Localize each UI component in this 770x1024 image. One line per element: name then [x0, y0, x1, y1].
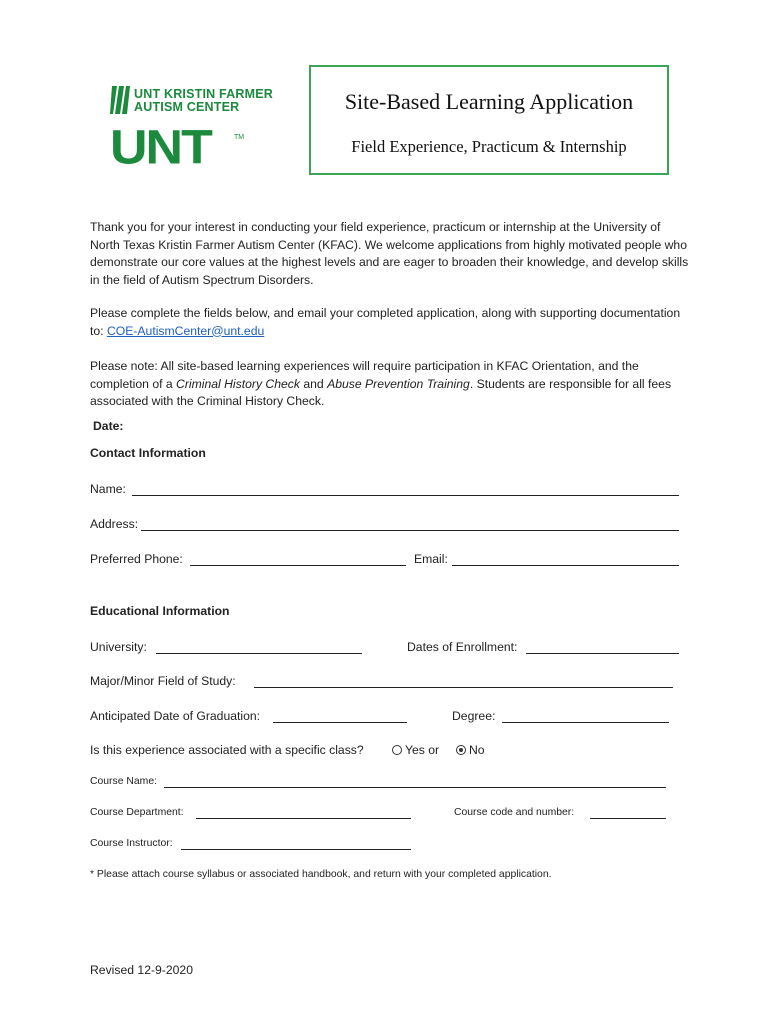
course-name-label: Course Name: [90, 776, 157, 787]
graduation-field[interactable] [273, 722, 407, 723]
class-question: Is this experience associated with a specific class? [90, 743, 364, 757]
phone-label: Preferred Phone: [90, 552, 183, 566]
enrollment-field[interactable] [526, 653, 679, 654]
course-dept-field[interactable] [196, 818, 411, 819]
yes-radio[interactable] [392, 745, 402, 755]
note-text-a: Please note: All site-based learning experiences will require participation in KFAC Orientation, and the completion of a [90, 359, 639, 391]
intro-paragraph-1: Thank you for your interest in conducting your field experience, practicum or internship at the University of North Texas Kristin Farmer Autism Center (KFAC). We welcome applications from highly motivated people who demonstrate our core values at the highest levels and are eager to broaden their knowledge, and develop skills in the field of Autism Spectrum Disorders. [90, 220, 689, 287]
page-title: Site-Based Learning Application [344, 89, 634, 114]
attach-note: * Please attach course syllabus or associated handbook, and return with your completed application. [90, 869, 552, 880]
logo-stripes-icon [110, 86, 130, 114]
no-radio[interactable] [456, 745, 466, 755]
note-abuse-training: Abuse Prevention Training [327, 376, 470, 391]
logo-line-2: AUTISM CENTER [134, 100, 240, 114]
address-label: Address: [90, 517, 139, 531]
graduation-label: Anticipated Date of Graduation: [90, 709, 261, 723]
no-label: No [469, 743, 485, 757]
note-text-c: . Students are responsible for all fees associated with the Criminal History Check. [90, 376, 672, 408]
yes-label: Yes or [405, 743, 440, 757]
email-field[interactable] [452, 565, 679, 566]
course-instructor-label: Course Instructor: [90, 838, 173, 849]
revised-date: Revised 12-9-2020 [90, 963, 193, 977]
logo-wordmark: UNT [110, 121, 211, 175]
intro-paragraph-2 [90, 305, 690, 340]
field-of-study-label: Major/Minor Field of Study: [90, 674, 236, 688]
name-label: Name: [90, 482, 126, 496]
name-field[interactable] [132, 495, 679, 496]
course-name-field[interactable] [164, 787, 666, 788]
intro-paragraph-3 [90, 358, 690, 411]
logo-trademark: TM [234, 134, 245, 141]
degree-label: Degree: [452, 709, 496, 723]
degree-field[interactable] [502, 722, 669, 723]
note-criminal-check: Criminal History Check [176, 376, 300, 391]
note-text-b: and [299, 376, 328, 391]
field-of-study-field[interactable] [254, 687, 673, 688]
course-code-label: Course code and number: [454, 807, 575, 818]
logo-line-1: UNT KRISTIN FARMER [134, 87, 274, 101]
enrollment-label: Dates of Enrollment: [407, 640, 518, 654]
title-box [309, 65, 669, 175]
contact-heading: Contact Information [90, 446, 206, 460]
phone-field[interactable] [190, 565, 406, 566]
page-subtitle: Field Experience, Practicum & Internship [351, 137, 627, 156]
course-instructor-field[interactable] [181, 849, 411, 850]
university-field[interactable] [156, 653, 362, 654]
email-label: Email: [414, 552, 448, 566]
education-heading: Educational Information [90, 604, 230, 618]
kfac-logo [110, 86, 300, 186]
course-code-field[interactable] [590, 818, 666, 819]
intro-paragraph-2-text: Please complete the fields below, and email your completed application, along with supporting documentation to: [90, 306, 681, 338]
email-link[interactable]: COE-AutismCenter@unt.edu [106, 323, 265, 338]
address-field[interactable] [141, 530, 679, 531]
no-option[interactable] [456, 743, 485, 757]
course-dept-label: Course Department: [90, 807, 184, 818]
university-label: University: [90, 640, 147, 654]
date-label: Date: [93, 419, 124, 433]
yes-option[interactable] [392, 743, 439, 757]
